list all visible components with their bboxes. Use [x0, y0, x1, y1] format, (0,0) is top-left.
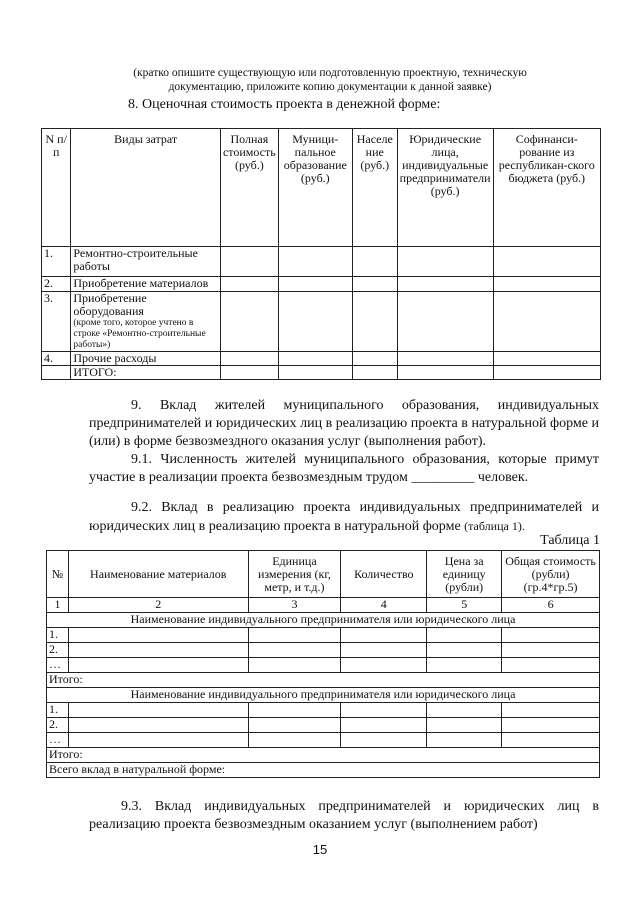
column-number: 2: [68, 598, 248, 613]
row-number: 2.: [47, 643, 69, 658]
table-row: [47, 703, 600, 718]
subtotal-row: [47, 748, 600, 763]
col-header-republic-budget: Софинанси-рование из республикан-ского бюджета (руб.): [493, 129, 600, 247]
table-row: [42, 277, 601, 292]
entrepreneur-name-label: Наименование индивидуального предпринимателя или юридического лица: [47, 688, 600, 703]
column-number: 5: [427, 598, 502, 613]
column-number: 3: [248, 598, 341, 613]
col-header-unit: Единица измерения (кг, метр, и т.д.): [248, 551, 341, 598]
grand-total-label: Всего вклад в натуральной форме:: [47, 763, 600, 778]
row-label-with-note: [71, 292, 221, 352]
col-header-cost-type: Виды затрат: [71, 129, 221, 247]
row-note: (кроме того, которое учтено в строке «Ремонтно-строительные работы»): [73, 318, 206, 350]
group-title-row: [47, 613, 600, 628]
column-numbers-row: [47, 598, 600, 613]
col-header-full-cost: Полная стоимость (руб.): [220, 129, 278, 247]
row-label: Приобретение материалов: [71, 277, 221, 292]
col-header-unit-price: Цена за единицу (рубли): [427, 551, 502, 598]
section-8-heading: 8. Оценочная стоимость проекта в денежной форме:: [128, 97, 441, 112]
col-header-materials: Наименование материалов: [68, 551, 248, 598]
subtotal-row: [47, 673, 600, 688]
in-kind-contribution-table: [46, 550, 600, 778]
section-9-2-paragraph: [89, 499, 599, 536]
table-row: [42, 352, 601, 366]
table-row: [47, 658, 600, 673]
col-header-municipality: Муници-пальное образование (руб.): [278, 129, 352, 247]
row-number: 3.: [42, 292, 71, 352]
section-9-3-paragraph: 9.3. Вклад индивидуальных предпринимателей и юридических лиц в реализацию проекта безвозмездным оказанием услуг (выполнением работ): [89, 799, 599, 832]
group-title-row: [47, 688, 600, 703]
row-label: Ремонтно-строительные работы: [71, 247, 221, 277]
row-number: 2.: [42, 277, 71, 292]
table-total-row: [42, 366, 601, 380]
section-9-2-table-ref: (таблица 1).: [464, 519, 525, 533]
row-number: 1.: [47, 703, 69, 718]
row-number: 1.: [47, 628, 69, 643]
table-row: [42, 247, 601, 277]
section-9-2-text: 9.2. Вклад в реализацию проекта индивидуальных предпринимателей и юридических лиц в реализацию проекта в натуральной форме: [89, 500, 599, 534]
row-number: 1.: [42, 247, 71, 277]
table-header-row: [47, 551, 600, 598]
col-header-num: №: [47, 551, 69, 598]
entrepreneur-name-label: Наименование индивидуального предпринимателя или юридического лица: [47, 613, 600, 628]
col-header-legal-entities: Юридические лица, индивидуальные предприниматели (руб.): [397, 129, 493, 247]
row-label: Прочие расходы: [71, 352, 221, 366]
cost-estimate-table: [41, 128, 601, 380]
subtotal-label: Итого:: [47, 748, 600, 763]
row-number: …: [47, 733, 69, 748]
row-number: [42, 366, 71, 380]
section-9-paragraph: 9. Вклад жителей муниципального образования, индивидуальных предпринимателей и юридических лиц в реализацию проекта в натуральной форме и (или) в форме безвозмездного оказания услуг (выполнения работ).: [89, 398, 599, 449]
page-number: 15: [312, 842, 328, 857]
row-number: 4.: [42, 352, 71, 366]
section-9-1-paragraph: 9.1. Численность жителей муниципального образования, которые примут участие в реализации проекта безвозмездным трудом _________ человек.: [89, 452, 599, 485]
documentation-note: (кратко опишите существующую или подготовленную проектную, техническую документацию, приложите копию документации к данной заявке): [133, 67, 527, 93]
column-number: 4: [341, 598, 427, 613]
row-label: ИТОГО:: [71, 366, 221, 380]
row-number: …: [47, 658, 69, 673]
row-label: Приобретение оборудования: [73, 291, 147, 318]
table-row: [47, 733, 600, 748]
table-row: [42, 292, 601, 352]
grand-total-row: [47, 763, 600, 778]
col-header-population: Населе ние (руб.): [352, 129, 397, 247]
column-number: 1: [47, 598, 69, 613]
table-row: [47, 718, 600, 733]
table-row: [47, 628, 600, 643]
table-1-caption: Таблица 1: [540, 533, 600, 548]
subtotal-label: Итого:: [47, 673, 600, 688]
table-row: [47, 643, 600, 658]
table-header-row: [42, 129, 601, 247]
column-number: 6: [502, 598, 600, 613]
row-number: 2.: [47, 718, 69, 733]
col-header-total-cost: Общая стоимость (рубли) (гр.4*гр.5): [502, 551, 600, 598]
col-header-num: N п/п: [42, 129, 71, 247]
col-header-quantity: Количество: [341, 551, 427, 598]
